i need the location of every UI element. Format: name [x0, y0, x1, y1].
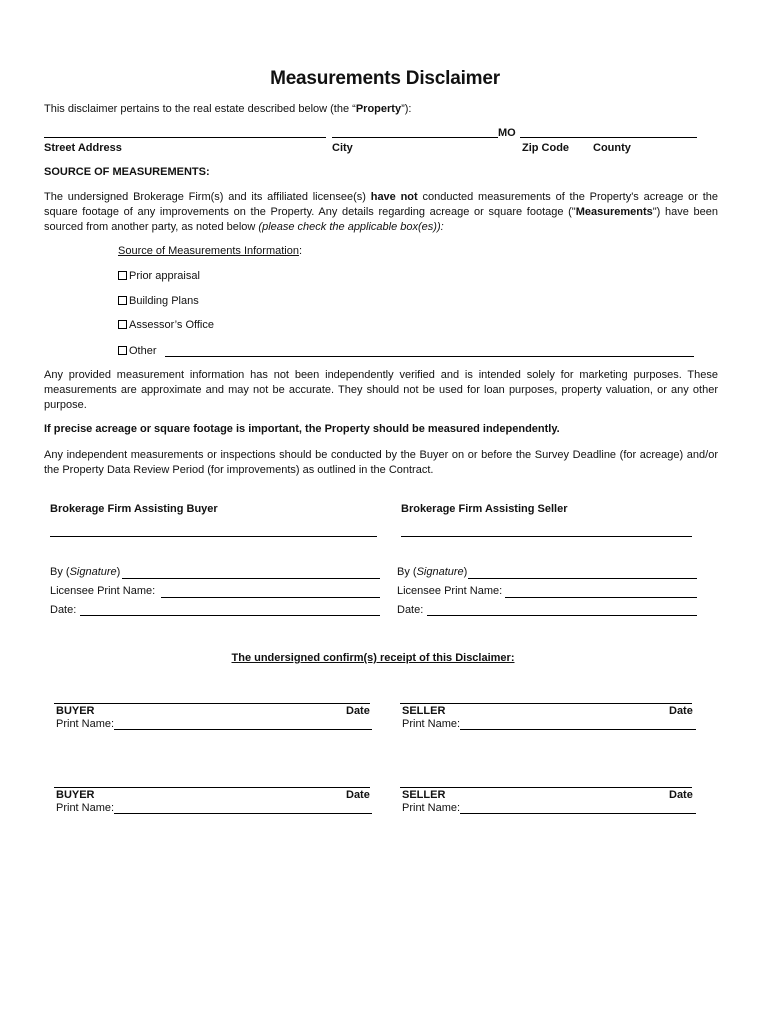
state-text: MO: [498, 127, 516, 139]
buyer-2-label: BUYER: [56, 789, 95, 801]
seller-brokerage-field[interactable]: [401, 536, 692, 537]
prior-appraisal-checkbox[interactable]: [118, 271, 127, 280]
buyer-brokerage-label: Brokerage Firm Assisting Buyer: [50, 503, 218, 515]
seller-2-print-label: Print Name:: [402, 802, 461, 814]
assessors-office-checkbox[interactable]: [118, 320, 127, 329]
street-address-label: Street Address: [44, 142, 122, 154]
buyer-signature-row: By (Signature): [50, 566, 121, 578]
seller-1-date-label: Date: [669, 705, 693, 717]
zip-county-field[interactable]: [520, 137, 697, 138]
seller-licensee-label: Licensee Print Name:: [397, 585, 503, 597]
buyer-licensee-label: Licensee Print Name:: [50, 585, 156, 597]
seller-brokerage-label: Brokerage Firm Assisting Seller: [401, 503, 568, 515]
seller-1-label: SELLER: [402, 705, 446, 717]
buyer-2-signature-field[interactable]: [54, 787, 370, 788]
seller-1-print-label: Print Name:: [402, 718, 461, 730]
seller-date-label: Date:: [397, 604, 424, 616]
other-source-field[interactable]: [165, 356, 694, 357]
seller-licensee-field[interactable]: [505, 597, 697, 598]
seller-1-print-field[interactable]: [460, 729, 696, 730]
confirm-heading: The undersigned confirm(s) receipt of this Disclaimer:: [231, 652, 515, 664]
provided-info-paragraph: Any provided measurement information has not been independently verified and is intended solely for marketing purposes. These measurements are approximate and may not be accurate. They should not be used for loan purposes, property valuation, or any other purpose.: [44, 369, 718, 411]
source-info-label: Source of Measurements Information:: [118, 245, 303, 257]
other-checkbox[interactable]: [118, 346, 127, 355]
seller-signature-row: By (Signature): [397, 566, 468, 578]
source-paragraph: The undersigned Brokerage Firm(s) and its affiliated licensee(s) have not conducted measurements of the Property's acreage or the square footage of any improvements on the Property. Any details regarding acreage or square footage ("Measurements") have been sourced from another party, as noted below (please check the applicable box(es)):: [44, 191, 718, 233]
street-address-field[interactable]: [44, 137, 326, 138]
precise-measure-note: If precise acreage or square footage is important, the Property should be measured independently.: [44, 423, 560, 435]
buyer-1-print-field[interactable]: [114, 729, 372, 730]
buyer-1-label: BUYER: [56, 705, 95, 717]
option-prior-appraisal[interactable]: Prior appraisal: [118, 269, 200, 284]
buyer-date-field[interactable]: [80, 615, 380, 616]
buyer-1-date-label: Date: [346, 705, 370, 717]
buyer-1-print-label: Print Name:: [56, 718, 115, 730]
option-other[interactable]: Other: [118, 344, 157, 359]
intro-text: This disclaimer pertains to the real estate described below (the “Property”):: [44, 103, 412, 115]
seller-date-field[interactable]: [427, 615, 697, 616]
source-heading: SOURCE OF MEASUREMENTS:: [44, 166, 210, 178]
independent-inspection-paragraph: Any independent measurements or inspections should be conducted by the Buyer on or before the Survey Deadline (for acreage) and/or the Property Data Review Period (for improvements) as outlined in the Contract.: [44, 449, 718, 476]
buyer-licensee-field[interactable]: [161, 597, 380, 598]
city-field[interactable]: [332, 137, 498, 138]
buyer-2-print-field[interactable]: [114, 813, 372, 814]
document-title: Measurements Disclaimer: [270, 68, 500, 89]
buyer-date-label: Date:: [50, 604, 77, 616]
option-assessors-office[interactable]: Assessor’s Office: [118, 318, 214, 333]
buyer-1-signature-field[interactable]: [54, 703, 370, 704]
seller-2-date-label: Date: [669, 789, 693, 801]
seller-signature-field[interactable]: [468, 578, 697, 579]
option-building-plans[interactable]: Building Plans: [118, 294, 199, 309]
seller-2-print-field[interactable]: [460, 813, 696, 814]
buyer-2-print-label: Print Name:: [56, 802, 115, 814]
county-label: County: [593, 142, 631, 154]
buyer-brokerage-field[interactable]: [50, 536, 377, 537]
zip-code-label: Zip Code: [522, 142, 570, 154]
seller-2-label: SELLER: [402, 789, 446, 801]
buyer-signature-field[interactable]: [122, 578, 380, 579]
city-label: City: [332, 142, 353, 154]
buyer-2-date-label: Date: [346, 789, 370, 801]
building-plans-checkbox[interactable]: [118, 296, 127, 305]
